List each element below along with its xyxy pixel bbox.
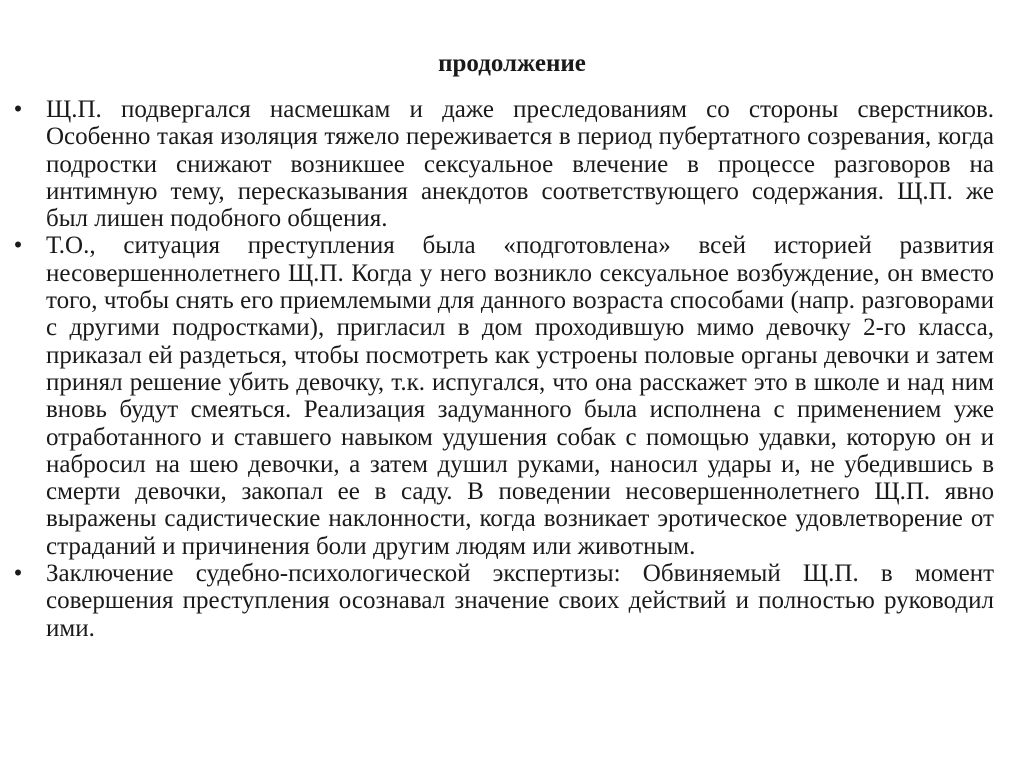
bullet-icon: •	[13, 96, 23, 123]
bullet-text: Щ.П. подвергался насмешкам и даже преследованиям со стороны сверстников. Особенно такая изоляция тяжело переживается в период пубертатного созревания, когда подростки снижают возникшее сексуальное влечение в процессе разговоров на интимную тему, пересказывания анекдотов соответствующего содержания. Щ.П. же был лишен подобного общения.	[46, 96, 994, 233]
slide-title: продолжение	[438, 50, 586, 77]
list-item	[8, 96, 994, 232]
list-item	[8, 232, 994, 560]
list-item	[8, 560, 994, 642]
bullet-list	[8, 96, 994, 642]
bullet-text: Т.О., ситуация преступления была «подготовлена» всей историей развития несовершеннолетнего Щ.П. Когда у него возникло сексуальное возбуждение, он вместо того, чтобы снять его приемлемыми для данного возраста способами (напр. разговорами с другими подростками), пригласил в дом проходившую мимо девочку 2-го класса, приказал ей раздеться, чтобы посмотреть как устроены половые органы девочки и затем принял решение убить девочку, т.к. испугался, что она расскажет это в школе и над ним вновь будут смеяться. Реализация задуманного была исполнена с применением уже отработанного и ставшего навыком удушения собак с помощью удавки, которую он и набросил на шею девочки, а затем душил руками, наносил удары и, не убедившись в смерти девочки, закопал ее в саду. В поведении несовершеннолетнего Щ.П. явно выражены садистические наклонности, когда возникает эротическое удовлетворение от страданий и причинения боли другим людям или животным.	[46, 232, 994, 560]
bullet-text: Заключение судебно-психологической экспертизы: Обвиняемый Щ.П. в момент совершения преступления осознавал значение своих действий и полностью руководил ими.	[46, 560, 994, 642]
bullet-icon: •	[13, 560, 23, 588]
bullet-icon: •	[13, 232, 23, 260]
